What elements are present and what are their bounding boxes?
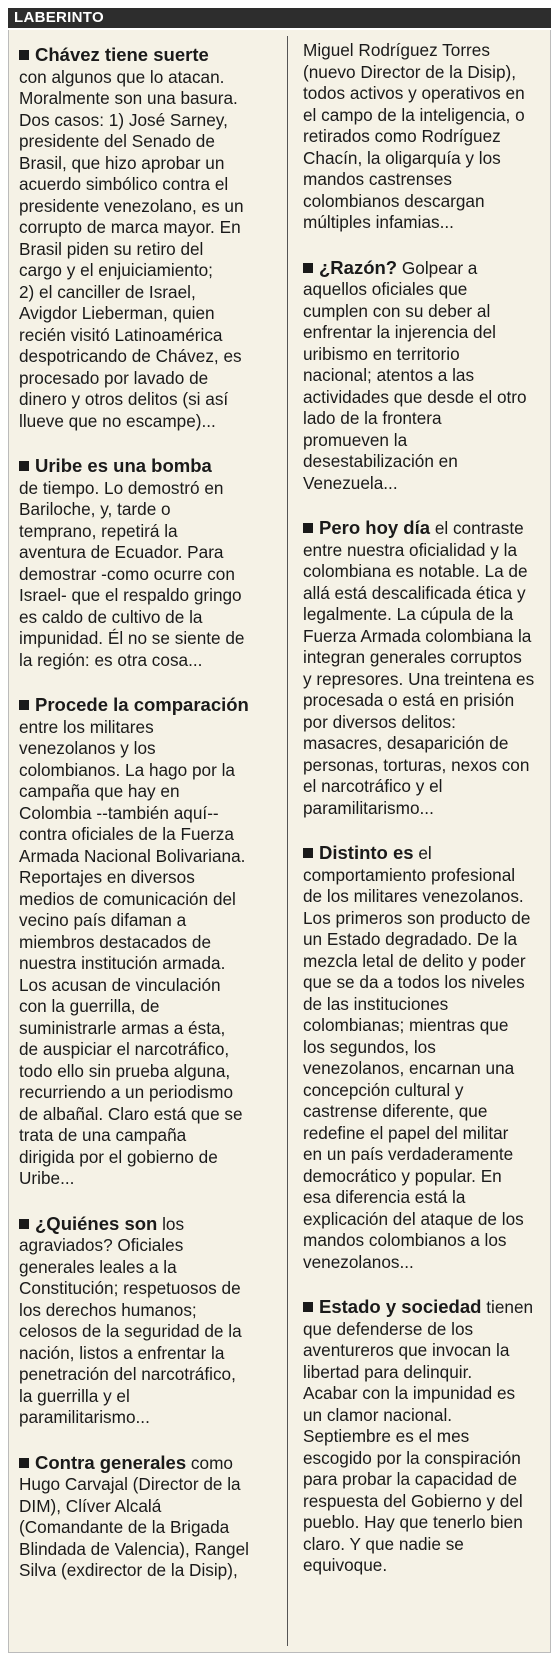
article-lead: Pero hoy día [319,517,431,538]
article-text [303,1296,555,1577]
article-lead: Estado y sociedad [319,1296,482,1317]
article-body: el comportamiento profesional de los militares venezolanos. Los primeros son producto de un Estado degradado. De la mezcla letal de delito y poder que se da a todos los niveles de las instituciones colombianas; mientras que los segundos, los venezolanos, encarnan una concepción cultural y castrense diferente, que redefine el papel del militar en un país verdaderamente democrático y popular. En esa diferencia está la explicación del ataque de los mandos colombianos a los venezolanos... [303,843,531,1272]
column-panel [8,30,551,1653]
article-body: tienen que defenderse de los aventureros que invocan la libertad para delinquir. Acabar con la impunidad es un clamor nacional. Septiembre es el mes escogido por la conspiración para probar la capacidad de respuesta del Gobierno y del pueblo. Hay que tenerlo bien claro. Y que nadie se equivoque. [303,1297,534,1575]
article-body: entre los militares venezolanos y los colombianos. La hago por la campaña que hay en Colombia --también aquí-- contra oficiales de la Fuerza Armada Nacional Bolivariana. Reportajes en diversos medios de comunicación del vecino país difaman a miembros destacados de nuestra institución armada. Los acusan de vinculación con la guerrilla, de suministrarle armas a ésta, de auspiciar el narcotráfico, todo ello sin prueba alguna, recurriendo a un periodismo de albañal. Claro está que se trata de una campaña dirigida por el gobierno de Uribe... [19,716,246,1188]
article-text [19,1452,271,1582]
article-lead: Distinto es [319,842,414,863]
article-text [19,455,271,671]
article-chavez [19,44,271,432]
article-text [303,842,555,1273]
article-text [303,257,555,495]
square-bullet-icon [303,848,313,858]
square-bullet-icon [303,523,313,533]
article-uribe [19,455,271,671]
article-text [19,1213,271,1429]
article-body: como Hugo Carvajal (Director de la DIM), Clíver Alcalá (Comandante de la Brigada Blindada de Valencia), Rangel Silva (exdirector de la Disip), [19,1452,249,1580]
article-body: el contraste entre nuestra oficialidad y la colombiana es notable. La de allá está descalificada ética y legalmente. La cúpula de la Fuerza Armada colombiana la integran generales corruptos y represores. Una treintena es procesada o está en prisión por diversos delitos: masacres, desaparición de personas, torturas, nexos con el narcotráfico y el paramilitarismo... [303,518,535,818]
square-bullet-icon [19,1219,29,1229]
article-text [303,517,555,819]
right-column [303,40,555,1600]
article-generales [19,1452,271,1582]
square-bullet-icon [19,461,29,471]
article-estado [303,1296,555,1577]
article-body: de tiempo. Lo demostró en Bariloche, y, tarde o temprano, repetirá la aventura de Ecuador. Para demostrar -como ocurre con Israel- que el respaldo gringo es caldo de cultivo de la impunidad. Él no se siente de la región: es otra cosa... [19,477,245,670]
article-razon [303,257,555,495]
article-lead: Uribe es una bomba [35,455,212,476]
article-lead: ¿Quiénes son [35,1212,158,1234]
article-distinto [303,842,555,1273]
article-lead: Procede la comparación [35,694,249,715]
article-body: Golpear a aquellos oficiales que cumplen con su deber al enfrentar la injerencia del uribismo en territorio nacional; atentos a las actividades que desde el otro lado de la frontera promueven la desestabilización en Venezuela... [303,257,527,493]
left-column [19,44,271,1605]
article-continuation: Miguel Rodríguez Torres (nuevo Director de la Disip), todos activos y operativos en el campo de la inteligencia, o retirados como Rodríguez Chacín, la oligarquía y los mandos castrenses colombianos descargan múltiples infamias... [303,40,525,232]
article-lead: ¿Razón? [319,256,398,278]
square-bullet-icon [303,1302,313,1312]
article-quienes [19,1213,271,1429]
article-text [19,694,271,1190]
article-body: con algunos que lo atacan. Moralmente son una basura. Dos casos: 1) José Sarney, presidente del Senado de Brasil, que hizo aprobar un acuerdo simbólico contra el presidente venezolano, es un corrupto de marca mayor. En Brasil piden su retiro del cargo y el enjuiciamiento; 2) el canciller de Israel, Avigdor Lieberman, quien recién visitó Latinoamérica despotricando de Chávez, es procesado por lavado de dinero y otros delitos (si así llueve que no escampe)... [19,66,244,431]
article-body: los agraviados? Oficiales generales leales a la Constitución; respetuosos de los derechos humanos; celosos de la seguridad de la nación, listos a enfrentar la penetración del narcotráfico, la guerrilla y el paramilitarismo... [19,1213,242,1427]
article-generales-continued [303,40,555,234]
square-bullet-icon [303,263,313,273]
column-divider [287,36,288,1646]
square-bullet-icon [19,50,29,60]
article-lead: Contra generales [35,1451,187,1473]
article-text [19,44,271,432]
article-hoy-dia [303,517,555,819]
square-bullet-icon [19,1458,29,1468]
article-lead: Chávez tiene suerte [35,44,209,65]
square-bullet-icon [19,700,29,710]
section-header: LABERINTO [8,8,551,28]
article-comparacion [19,694,271,1190]
